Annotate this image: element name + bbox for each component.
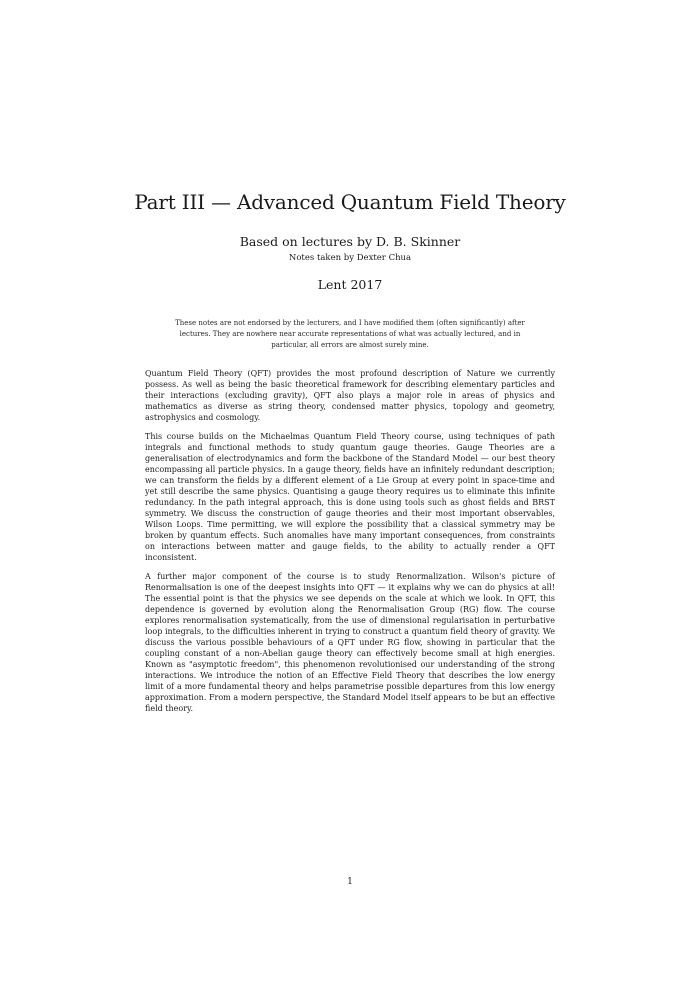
- page-number: 1: [347, 877, 353, 887]
- scribe-credit: Notes taken by Dexter Chua: [288, 253, 412, 263]
- document-title: Part III — Advanced Quantum Field Theory: [134, 190, 566, 214]
- body-text: [145, 368, 555, 722]
- lecturer-credit: Based on lectures by D. B. Skinner: [239, 234, 461, 249]
- paragraph-renormalization: A further major component of the course is to study Renormalization. Wilson's picture of Renormalisation is one of the deepest insights into QFT — it explains why we can do physics at all! The essential point is that the physics we see depends on the scale at which we look. In QFT, this dependence is governed by evolution along the Renormalisation Group (RG) flow. The course explores renormalisation systematically, from the use of dimensional regularisation in perturbative loop integrals, to the difficulties inherent in trying to construct a quantum field theory of gravity. We discuss the various possible behaviours of a QFT under RG flow, showing in particular that the coupling constant of a non-Abelian gauge theory can effectively become small at high energies. Known as "asymptotic freedom", this phenomenon revolutionised our understanding of the strong interactions. We introduce the notion of an Effective Field Theory that describes the low energy limit of a more fundamental theory and helps parametrise possible departures from this low energy approximation. From a modern perspective, the Standard Model itself appears to be but an effective field theory.: [145, 572, 555, 713]
- paragraph-intro: Quantum Field Theory (QFT) provides the most profound description of Nature we currently possess. As well as being the basic theoretical framework for describing elementary particles and their interactions (excluding gravity), QFT also plays a major role in areas of physics and mathematics as diverse as string theory, condensed matter physics, topology and geometry, astrophysics and cosmology.: [145, 369, 555, 422]
- paragraph-gauge-theories: This course builds on the Michaelmas Quantum Field Theory course, using techniques of path integrals and functional methods to study quantum gauge theories. Gauge Theories are a generalisation of electrodynamics and form the backbone of the Standard Model — our best theory encompassing all particle physics. In a gauge theory, fields have an infinitely redundant description; we can transform the fields by a different element of a Lie Group at every point in space-time and yet still describe the same physics. Quantising a gauge theory requires us to eliminate this infinite redundancy. In the path integral approach, this is done using tools such as ghost fields and BRST symmetry. We discuss the construction of gauge theories and their most important observables, Wilson Loops. Time permitting, we will explore the possibility that a classical symmetry may be broken by quantum effects. Such anomalies have many important consequences, from constraints on interactions between matter and gauge fields, to the ability to actually render a QFT inconsistent.: [145, 432, 555, 562]
- disclaimer-note: These notes are not endorsed by the lecturers, and I have modified them (often significantly) after lectures. They are nowhere near accurate representations of what was actually lectured, and in particular, all errors are almost surely mine.: [175, 319, 525, 349]
- term-date: Lent 2017: [317, 277, 383, 292]
